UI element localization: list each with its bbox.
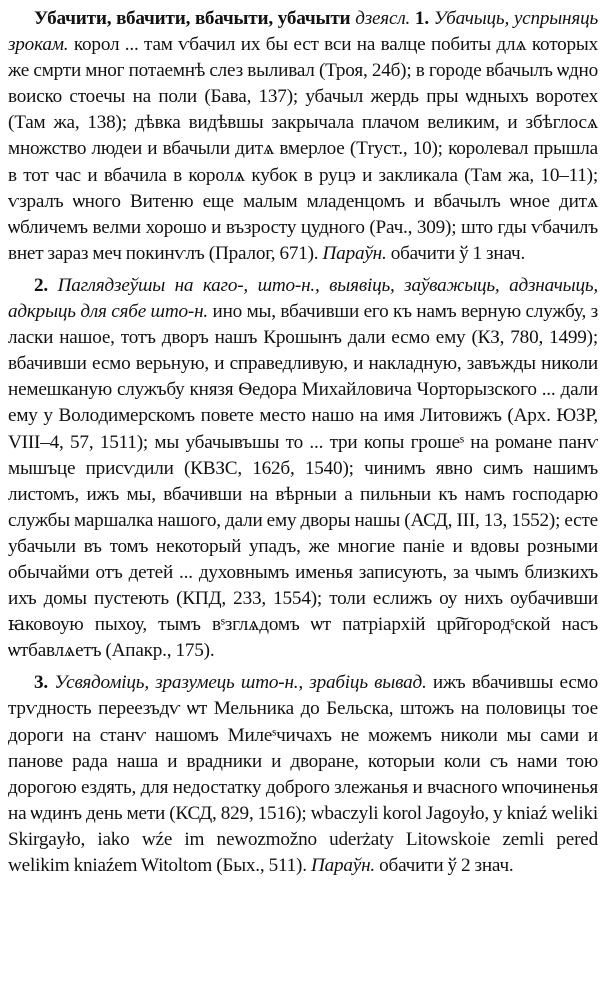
sense-1-paragraph bbox=[8, 6, 598, 267]
sense-definition: Убачыць, успрыняць зрокам. bbox=[8, 8, 598, 56]
headword: Убачити, вбачити, вбачыти, убачыти bbox=[34, 8, 351, 29]
sense-citations: ижъ вбачившы есмо трѵдность переезъдѵ ѡт Мельника до Бельска, штожъ на половицы тое дороги на станѵ нашомъ Милеˢчичахъ не можемъ николи мы сами и панове рада наша и врадники и дворане, которыи коли съ нами тою дорогою ездять, для недостатку доброго злежанья и вчасного ѡпочиненья на ѡдинъ день мети (КСД, 829, 1516); wbaczyli korol Jagoyło, y kniaź weliki Skirgayło, iako wźe im newozmožno uderżaty Litowskoie zemli pered welikim kniaźem Witoltom (Бых., 511). bbox=[8, 672, 598, 876]
part-of-speech: дзеясл. bbox=[355, 8, 411, 29]
cross-reference-label: Параўн. bbox=[310, 855, 376, 876]
sense-number: 1. bbox=[414, 8, 429, 29]
sense-citations: ино мы, вбачивши его къ намъ верную службу, з ласки нашое, тотъ дворъ нашъ Крошынъ дали есмо ему (КЗ, 780, 1499); вбачивши есмо верьную, и справедливую, и накладную, завъжды николи немешканую служъбу князя Ѳедора Михайловича Чорторызского ... дали ему у Володимерскомъ повете место нашо на имя Литовижъ (Арх. ЮЗР, VIII–4, 57, 1511); мы убачывъшы то ... три копы грошеˢ на романе панѵ мышъце присѵдили (КВЗС, 162б, 1540); чинимъ явно симъ нашимъ листомъ, ижъ мы, вбачивши на вѣрныи а пильныи къ намъ господарю службы маршалка нашого, дали ему дворы нашы (АСД, III, 13, 1552); есте убачыли въ томъ некоторый упадъ, же многие паніе и вдовы розными обычайми отъ детей ... духовнымъ именья записують, за чымъ близкихъ ихъ домы пустеють (КПД, 233, 1554); толи еслижъ оу нихъ оубачивши ꙗковоую пыхоу, тымъ вˢзглѧдомъ ѡт патріархій цр͠игородˢской насъ ѡтбавлѧетъ (Апакр., 175). bbox=[8, 301, 598, 662]
sense-3-paragraph bbox=[8, 670, 598, 879]
sense-definition: Паглядзеўшы на каго-, што-н., выявіць, заўважыць, адзначыць, адкрыць для сябе што-н. bbox=[8, 274, 598, 323]
cross-reference-text: обачити ў 2 знач. bbox=[375, 855, 514, 876]
sense-number: 3. bbox=[34, 672, 48, 694]
sense-citations: корол ... там ѵбачил их бы ест вси на валце побиты длѧ которых же смрти мног потаемнѣ слез выливал (Троя, 24б); в городе вбачылъ ѡдно воиско стоечы на поли (Бава, 137); убачыл жердь пры ѡдныхъ воротех (Там жа, 138); дѣвка видѣвшы закрычала плачом великим, и збѣглосѧ множство людеи и вбачыли дитѧ вмерлое (Тryст., 10); королевал прышла в тот час и вбачила в королѧ кубок в руцэ и закликала (Там жа, 10–11); ѵзралъ ѡного Витеню еще малым младенцомъ и вбачылъ ѡное дитѧ ѡбличемъ велми хорошо и възросту цудного (Рач., 309); што гды ѵбачилъ внет зараз меч покинѵлъ (Пралог, 671). bbox=[8, 34, 598, 264]
sense-2-paragraph bbox=[8, 273, 598, 664]
sense-number: 2. bbox=[34, 274, 48, 296]
sense-definition: Усвядоміць, зразумець што-н., зрабіць вывад. bbox=[54, 672, 427, 694]
cross-reference-text: обачити ў 1 знач. bbox=[386, 242, 526, 264]
cross-reference-label: Параўн. bbox=[322, 242, 387, 264]
